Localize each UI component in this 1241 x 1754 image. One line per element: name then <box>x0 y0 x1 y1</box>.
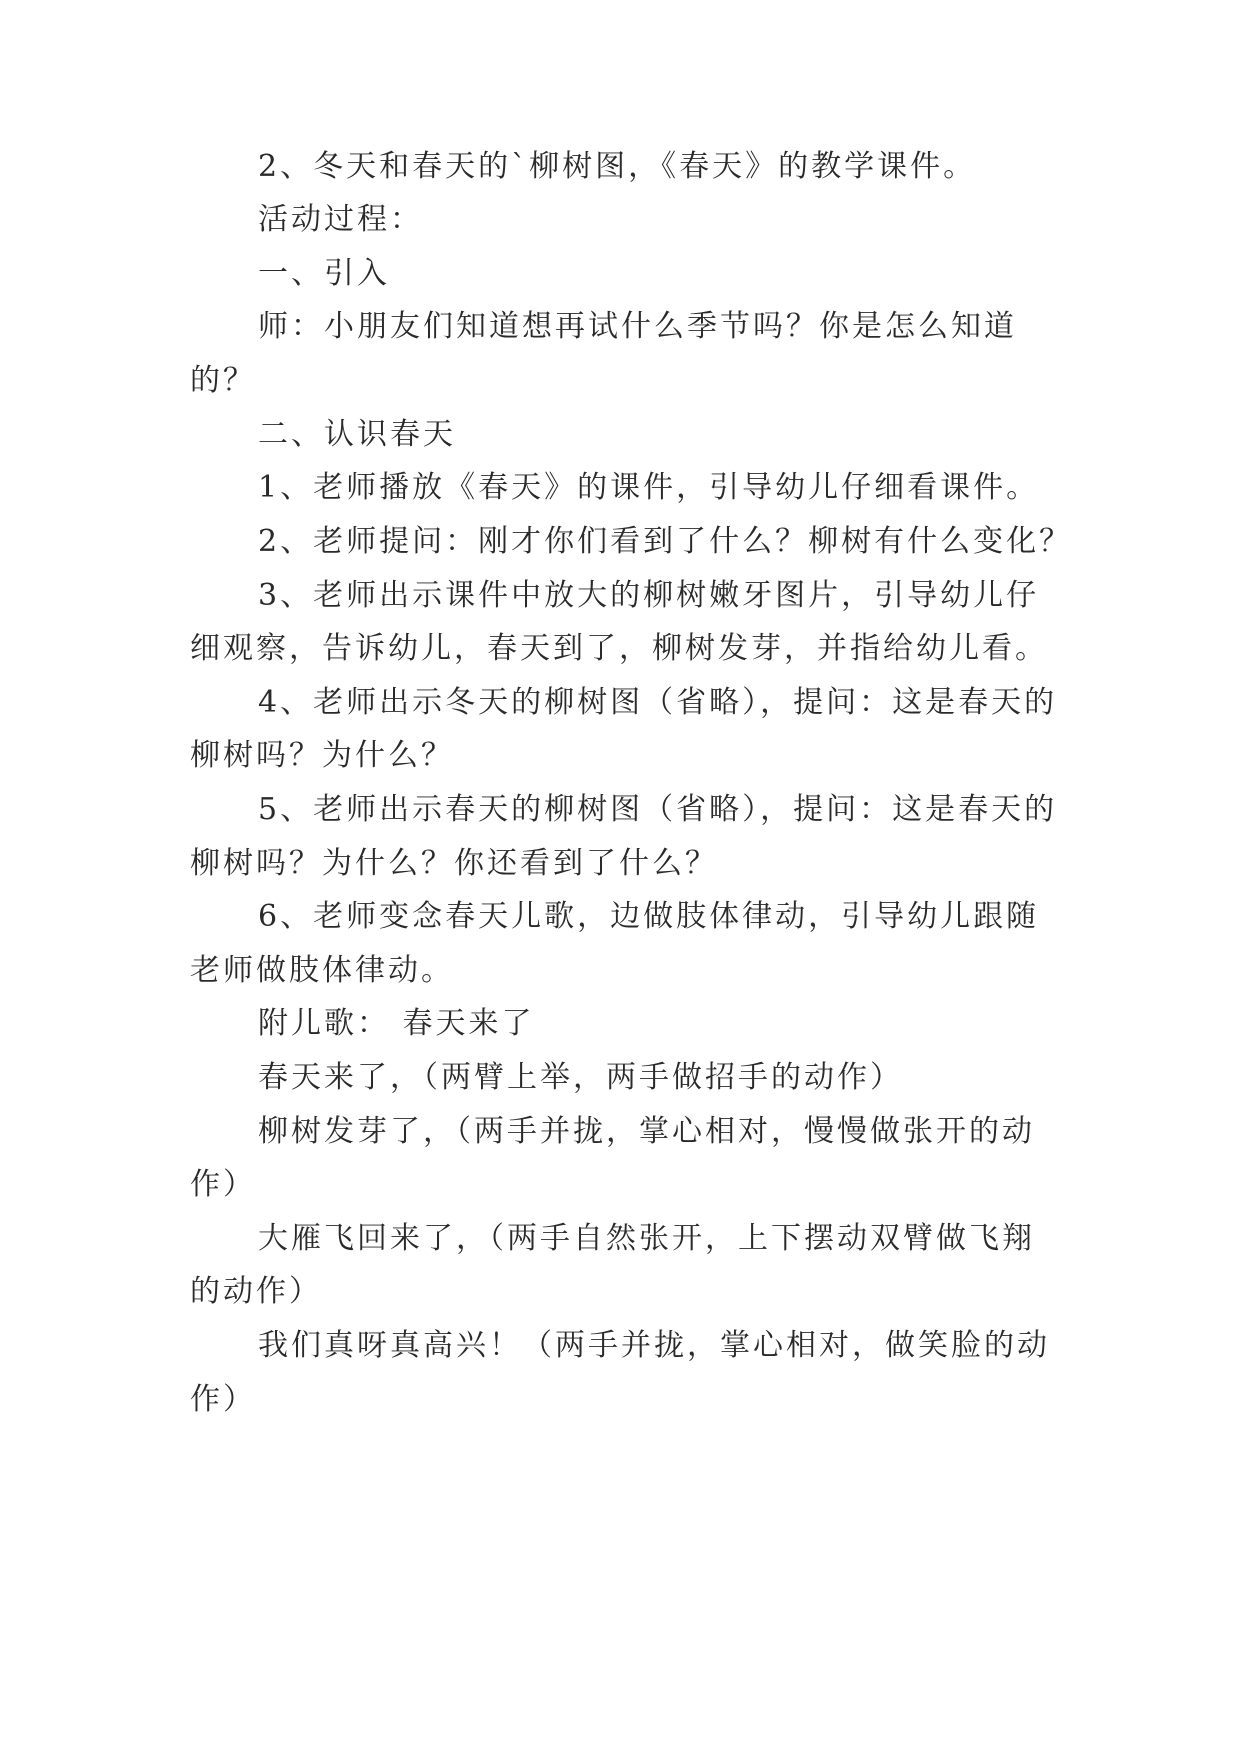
text-line: 春天来了，（两臂上举，两手做招手的动作） <box>258 1060 903 1095</box>
text-line: 的？ <box>190 363 256 398</box>
section-heading: 二、认识春天 <box>258 417 456 452</box>
text-line: 1、老师播放《春天》的课件，引导幼儿仔细看课件。 <box>258 470 1040 505</box>
text-line: 6、老师变念春天儿歌，边做肢体律动，引导幼儿跟随 <box>258 899 1040 934</box>
text-line: 2、老师提问：刚才你们看到了什么？柳树有什么变化？ <box>258 524 1073 559</box>
text-line: 细观察，告诉幼儿，春天到了，柳树发芽，并指给幼儿看。 <box>190 631 1048 666</box>
text-line: 3、老师出示课件中放大的柳树嫩牙图片，引导幼儿仔 <box>258 578 1040 613</box>
text-line: 作） <box>190 1382 256 1417</box>
text-line: 2、冬天和春天的`柳树图，《春天》的教学课件。 <box>258 149 977 184</box>
text-line: 附儿歌： 春天来了 <box>258 1006 535 1041</box>
text-line: 我们真呀真高兴！（两手并拢，掌心相对，做笑脸的动 <box>258 1328 1050 1363</box>
text-line: 柳树吗？为什么？ <box>190 738 454 773</box>
text-line: 5、老师出示春天的柳树图（省略），提问：这是春天的 <box>258 792 1058 827</box>
text-line: 活动过程： <box>258 202 423 237</box>
text-line: 的动作） <box>190 1274 322 1309</box>
text-line: 柳树发芽了，（两手并拢，掌心相对，慢慢做张开的动 <box>258 1114 1035 1149</box>
text-line: 大雁飞回来了，（两手自然张开，上下摆动双臂做飞翔 <box>258 1221 1035 1256</box>
text-line: 柳树吗？为什么？你还看到了什么？ <box>190 846 718 881</box>
text-line: 老师做肢体律动。 <box>190 953 454 988</box>
text-line: 4、老师出示冬天的柳树图（省略），提问：这是春天的 <box>258 685 1058 720</box>
text-line: 师：小朋友们知道想再试什么季节吗？你是怎么知道 <box>258 309 1017 344</box>
section-heading: 一、引入 <box>258 256 390 291</box>
text-line: 作） <box>190 1167 256 1202</box>
